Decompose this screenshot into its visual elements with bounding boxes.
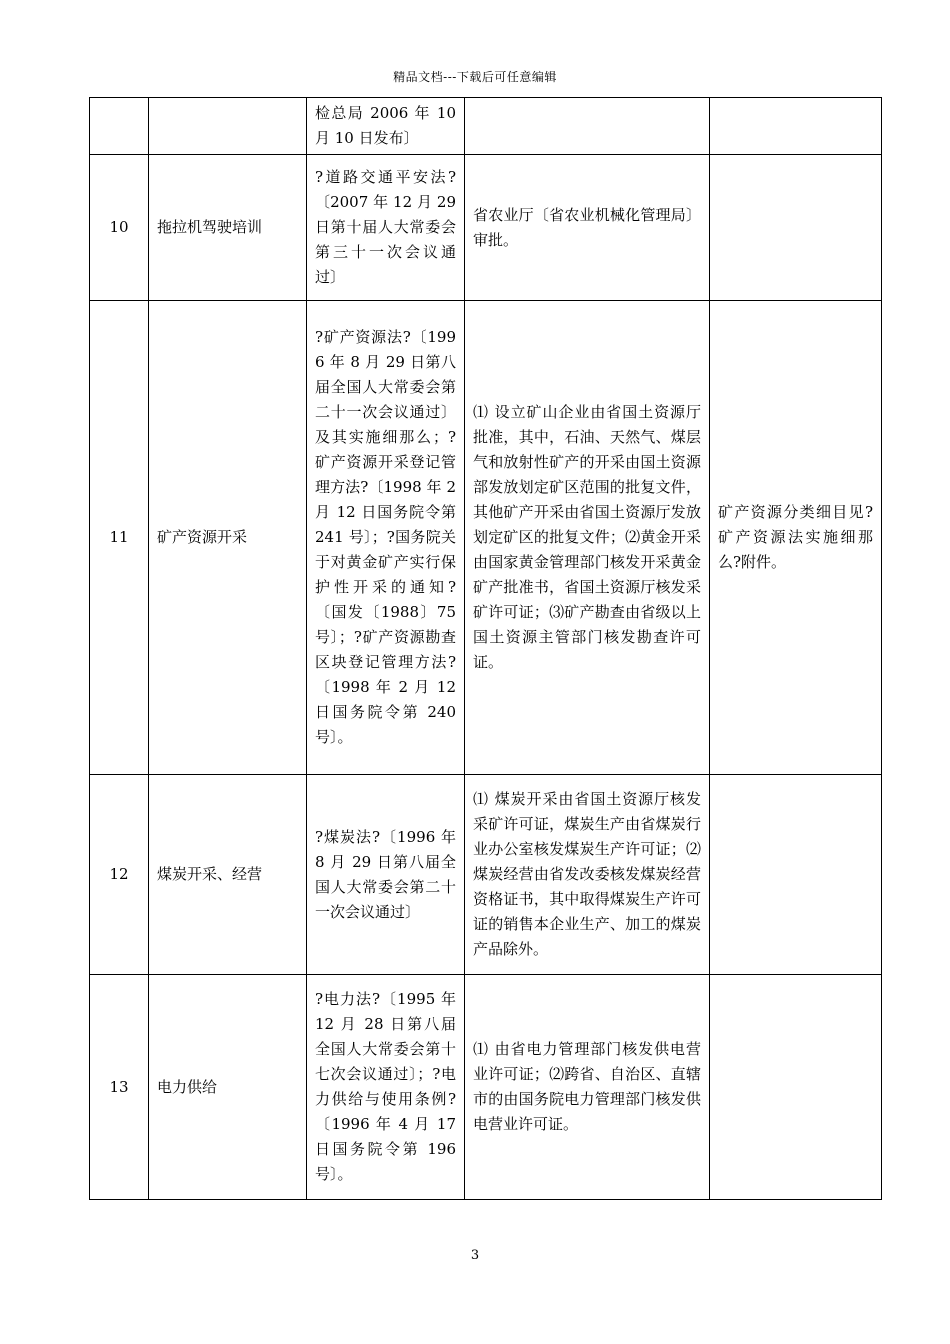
table-row [90, 975, 882, 1200]
row-item: 拖拉机驾驶培训 [149, 155, 307, 301]
row-law: ?道路交通平安法?〔2007 年 12 月 29 日第十届人大常委会第三十一次会议通过〕 [307, 155, 465, 301]
row-note [710, 155, 882, 301]
row-number: 12 [90, 775, 149, 975]
row-note: 矿产资源分类细目见?矿产资源法实施细那么?附件。 [710, 301, 882, 775]
row-note [710, 98, 882, 155]
table-row [90, 98, 882, 155]
row-number: 11 [90, 301, 149, 775]
license-table [89, 97, 882, 1200]
row-number: 10 [90, 155, 149, 301]
row-number [90, 98, 149, 155]
row-note [710, 775, 882, 975]
row-item: 电力供给 [149, 975, 307, 1200]
page-header: 精品文档---下载后可任意编辑 [393, 70, 557, 84]
row-item: 矿产资源开采 [149, 301, 307, 775]
table-row [90, 301, 882, 775]
row-law: ?电力法?〔1995 年 12 月 28 日第八届全国人大常委会第十七次会议通过〕；?电力供给与使用条例?〔1996 年 4 月 17 日国务院令第 196 号〕。 [307, 975, 465, 1200]
row-item: 煤炭开采、经营 [149, 775, 307, 975]
row-note [710, 975, 882, 1200]
page-number: 3 [470, 1248, 480, 1263]
row-authority: ⑴ 设立矿山企业由省国土资源厅批准，其中，石油、天然气、煤层气和放射性矿产的开采由国土资源部发放划定矿区范围的批复文件，其他矿产开采由省国土资源厅发放划定矿区的批复文件；⑵黄金开采由国家黄金管理部门核发开采黄金矿产批准书，省国土资源厅核发采矿许可证；⑶矿产勘查由省级以上国土资源主管部门核发勘查许可证。 [465, 301, 710, 775]
row-law: ?矿产资源法?〔1996 年 8 月 29 日第八届全国人大常委会第二十一次会议通过〕及其实施细那么；?矿产资源开采登记管理方法?〔1998 年 2 月 12 日国务院令第 241 号〕；?国务院关于对黄金矿产实行保护性开采的通知?〔国发〔1988〕75 号〕；?矿产资源勘查区块登记管理方法?〔1998 年 2 月 12 日国务院令第 240 号〕。 [307, 301, 465, 775]
row-authority: ⑴ 煤炭开采由省国土资源厅核发采矿许可证，煤炭生产由省煤炭行业办公室核发煤炭生产许可证；⑵煤炭经营由省发改委核发煤炭经营资格证书，其中取得煤炭生产许可证的销售本企业生产、加工的煤炭产品除外。 [465, 775, 710, 975]
table-row [90, 155, 882, 301]
table-row [90, 775, 882, 975]
row-authority [465, 98, 710, 155]
row-item [149, 98, 307, 155]
row-authority: 省农业厅〔省农业机械化管理局〕审批。 [465, 155, 710, 301]
row-law: 检总局 2006 年 10 月 10 日发布〕 [307, 98, 465, 155]
row-authority: ⑴ 由省电力管理部门核发供电营业许可证；⑵跨省、自治区、直辖市的由国务院电力管理部门核发供电营业许可证。 [465, 975, 710, 1200]
row-law: ?煤炭法?〔1996 年 8 月 29 日第八届全国人大常委会第二十一次会议通过〕 [307, 775, 465, 975]
row-number: 13 [90, 975, 149, 1200]
